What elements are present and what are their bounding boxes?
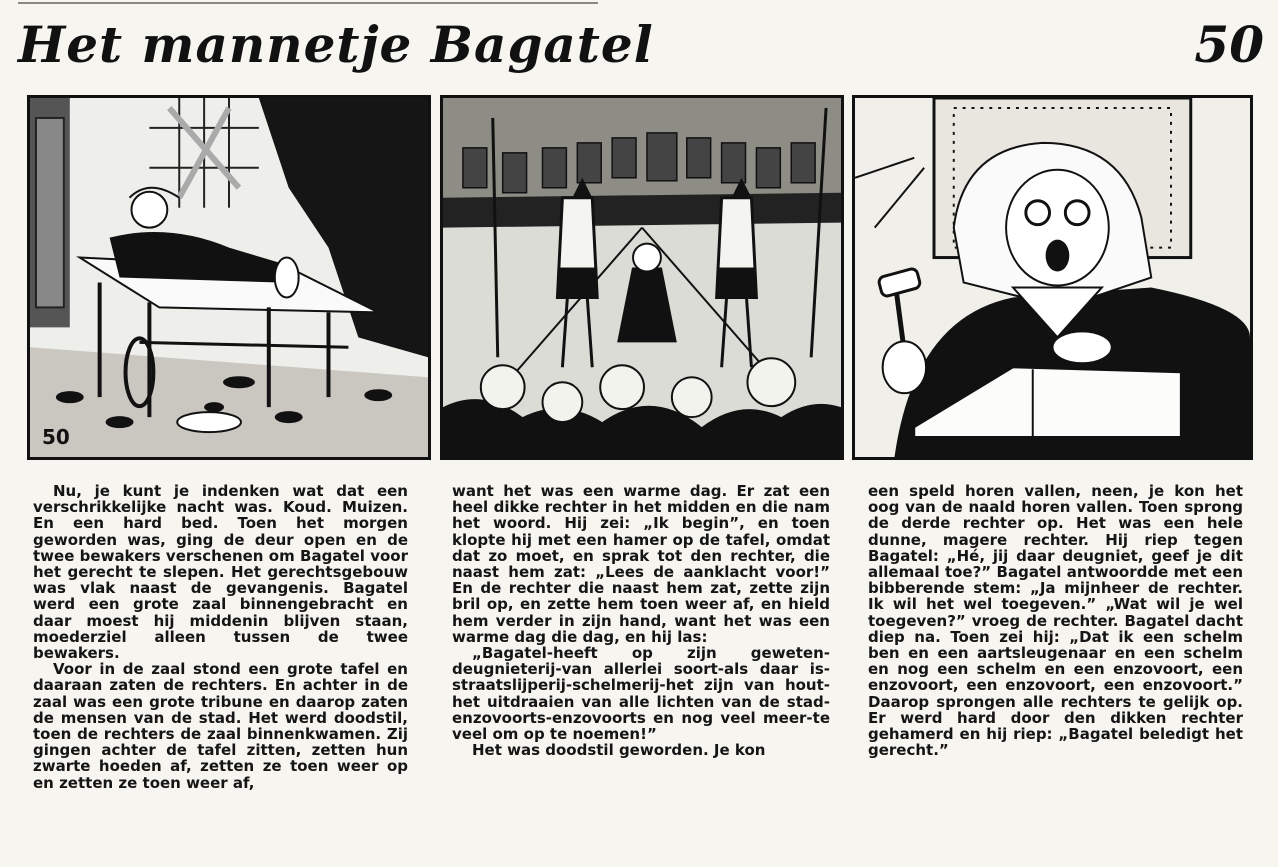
text-column-2 xyxy=(452,483,830,758)
panel-judge xyxy=(852,95,1253,460)
comic-title: Het mannetje Bagatel xyxy=(18,15,654,74)
paragraph: Voor in de zaal stond een grote tafel en daaraan zaten de rechters. En achter in de zaal was een grote tribune en daarop zaten de mensen van de stad. Het werd doodstil, toen de rechters de zaal binnenkwamen. Zij gingen achter de tafel zitten, zetten hun zwarte hoeden af, zetten ze toen weer op en zetten ze toen weer af, xyxy=(33,660,408,792)
paragraph: want het was een warme dag. Er zat een heel dikke rechter in het midden en die nam het woord. Hij zei: „Ik begin”, en toen klopte hij met een hamer op de tafel, omdat dat zo moet, en sprak tot den rechter, die naast hem zat: „Lees de aanklacht voor!” En de rechter die naast hem zat, zette zijn bril op, en zette hem toen weer af, en hield hem verder in zijn hand, want het was een warme dag die dag, en hij las: xyxy=(452,482,830,646)
panel-prison-cell xyxy=(27,95,431,460)
paragraph: een speld horen vallen, neen, je kon het oog van de naald horen vallen. Toen sprong de derde rechter op. Het was een hele dunne, magere rechter. Hij riep tegen Bagatel: „Hé, jij daar deugniet, geef je dit allemaal toe?” Bagatel antwoordde met een bibberende stem: „Ja mijnheer de rechter. Ik wil het wel toegeven.” „Wat wil je wel toegeven?” vroeg de rechter. Bagatel dacht diep na. Toen zei hij: „Dat ik een schelm ben en een aartsleugenaar en een schelm en nog een schelm en een enzovoort, een enzovoort, een enzovoort, een enzovoort.” Daarop sprongen alle rechters te gelijk op. Er werd hard door den dikken rechter gehamerd en hij riep: „Bagatel beledigt het gerecht.” xyxy=(868,482,1243,760)
paragraph: „Bagatel-heeft op zijn geweten-deugnieterij-van allerlei soort-als daar is-straatslijperij-schelmerij-het zijn van hout-het uitdraaien van alle lichten van de stad-enzovoorts-enzovoorts en nog veel meer-te veel om op te noemen!” xyxy=(452,644,830,744)
panel-number-label: 50 xyxy=(42,425,70,449)
courtroom-illustration xyxy=(443,98,841,457)
paragraph: Het was doodstil geworden. Je kon xyxy=(472,741,766,760)
panel-courtroom xyxy=(440,95,844,460)
episode-number: 50 xyxy=(1194,15,1264,74)
paragraph: Nu, je kunt je indenken wat dat een verschrikkelijke nacht was. Koud. Muizen. En een hard bed. Toen het morgen geworden was, ging de deur open en de twee bewakers verschenen om Bagatel voor het gerecht te slepen. Het gerechtsgebouw was vlak naast de gevangenis. Bagatel werd een grote zaal binnengebracht en daar moest hij middenin blijven staan, moederziel alleen tussen de twee bewakers. xyxy=(33,482,408,663)
top-rule xyxy=(18,2,598,4)
judge-illustration xyxy=(855,98,1250,457)
prison-cell-illustration xyxy=(30,98,428,457)
text-column-1 xyxy=(33,483,408,791)
text-column-3 xyxy=(868,483,1243,758)
